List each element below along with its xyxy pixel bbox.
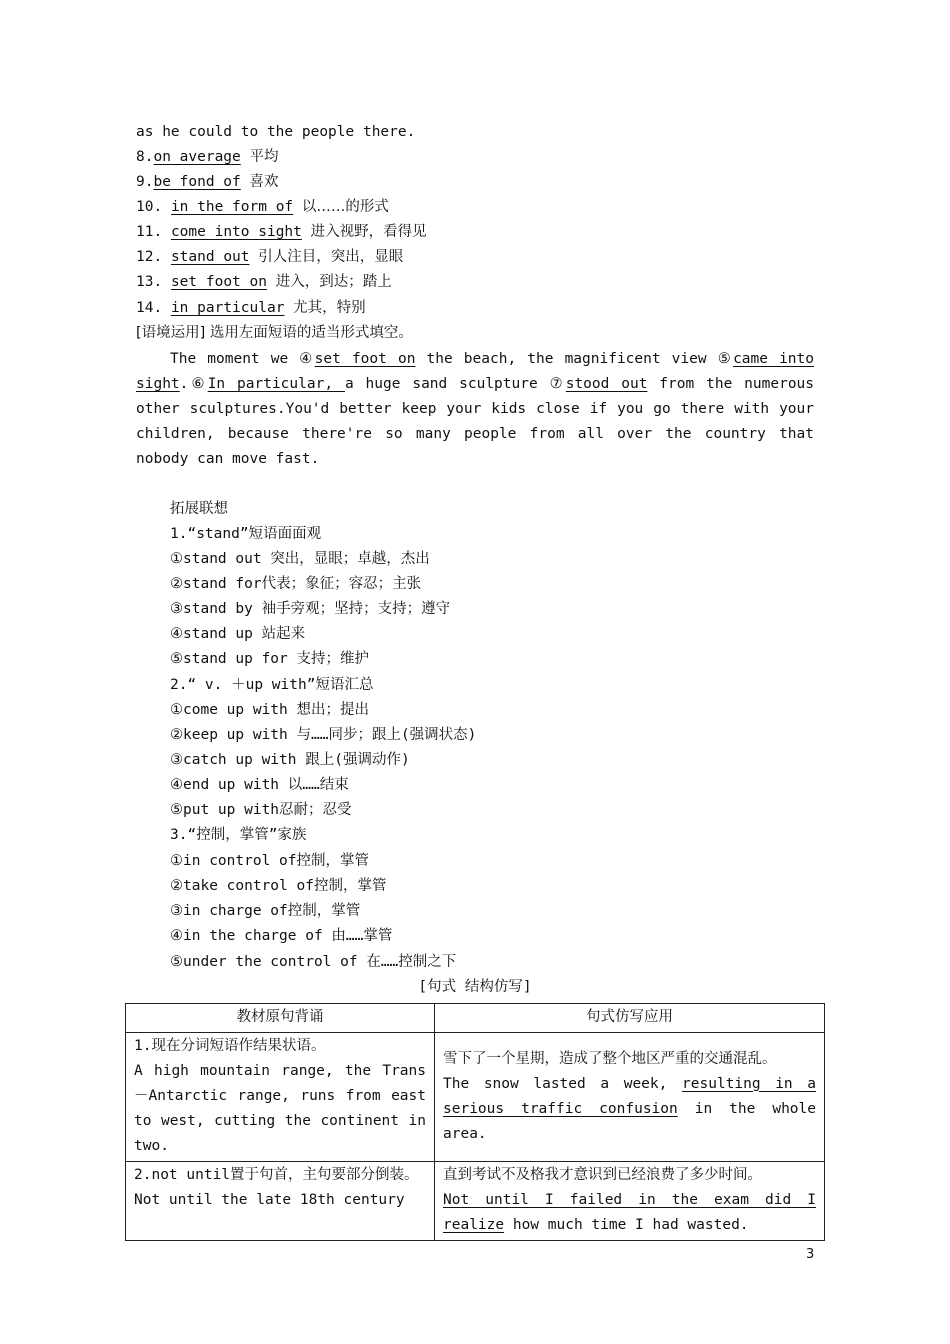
cell-example: A high mountain range, the Trans－Antarctic range, runs from east to west, cutting the continent in two. [134, 1063, 426, 1154]
group-item: ②take control of控制，掌管 [170, 878, 387, 894]
phrase-number: 8. [136, 149, 154, 165]
cell-answer-sentence: Not until I failed in the exam did I realize how much time I had wasted. [443, 1192, 816, 1233]
phrase-number: 9. [136, 174, 154, 190]
table-cell-original [126, 1033, 435, 1162]
table-header: 教材原句背诵 [126, 1004, 435, 1033]
table-header-row [126, 1004, 825, 1033]
group-item: ①in control of控制，掌管 [170, 853, 369, 869]
phrase-item [136, 220, 427, 245]
cell-title: 2.not until置于句首，主句要部分倒装。 [134, 1167, 419, 1183]
phrase-answer: on average [153, 149, 241, 165]
phrase-answer: come into sight [170, 224, 302, 240]
blank-answer: set foot on [314, 351, 416, 367]
phrase-number: 11. [136, 224, 163, 240]
phrase-meaning: 尤其，特别 [293, 300, 366, 316]
table-cell-imitation [435, 1162, 825, 1241]
phrase-item [136, 170, 279, 195]
phrase-meaning: 喜欢 [249, 174, 279, 190]
phrase-number: 12. [136, 249, 163, 265]
group-item: ⑤stand up for 支持；维护 [170, 651, 369, 667]
cell-title: 1.现在分词短语作结果状语。 [134, 1038, 326, 1054]
cell-chinese: 雪下了一个星期，造成了整个地区严重的交通混乱。 [443, 1050, 777, 1067]
blank-answer: stood out [565, 376, 648, 392]
table-header: 句式仿写应用 [435, 1004, 825, 1033]
phrase-item [136, 270, 392, 295]
phrase-answer: in the form of [170, 199, 294, 215]
phrase-meaning: 进入，到达；踏上 [275, 274, 392, 290]
blank-answer: resulting in a serious traffic confusion [443, 1075, 817, 1117]
blank-answer: In particular, [207, 376, 345, 392]
cell-example: Not until the late 18th century [134, 1192, 405, 1208]
table-cell-imitation [435, 1033, 825, 1162]
phrase-answer: stand out [170, 249, 250, 265]
phrase-answer: in particular [170, 300, 285, 316]
phrase-number: 13. [136, 274, 163, 290]
group-item: ①stand out 突出，显眼；卓越，杰出 [170, 551, 430, 567]
phrase-number: 14. [136, 300, 163, 316]
group-item: ②stand for代表；象征；容忍；主张 [170, 576, 422, 592]
blank-answer: came into sight [136, 351, 814, 392]
phrase-item [136, 195, 389, 220]
phrase-meaning: 引人注目，突出，显眼 [258, 249, 404, 265]
phrase-item [136, 245, 403, 270]
phrase-item [136, 296, 366, 321]
group-item: ②keep up with 与……同步；跟上(强调状态) [170, 727, 477, 743]
group-item: ⑤under the control of 在……控制之下 [170, 954, 457, 970]
phrase-answer: be fond of [153, 174, 241, 190]
sentence-table [125, 1003, 825, 1241]
group-title: 1.“stand”短语面面观 [170, 526, 322, 542]
section-title: [句式 结构仿写] [418, 979, 532, 995]
phrase-meaning: 以……的形式 [301, 199, 389, 215]
phrase-meaning: 进入视野，看得见 [310, 224, 427, 240]
phrase-meaning: 平均 [249, 149, 279, 165]
phrase-answer: set foot on [170, 274, 267, 290]
context-heading: [语境运用] 选用左面短语的适当形式填空。 [136, 325, 413, 341]
cell-answer-sentence: The snow lasted a week, resulting in a serious traffic confusion in the whole area. [443, 1075, 817, 1142]
cell-chinese: 直到考试不及格我才意识到已经浪费了多少时间。 [443, 1167, 762, 1183]
group-item: ④in the charge of 由……掌管 [170, 928, 393, 944]
context-passage: The moment we ④set foot on the beach, the magnificent view ⑤came into sight.⑥In particular, a huge sand sculpture ⑦stood out from the numerous other sculptures.You'd better keep your kids close if you go there with your children, because there're so many people from all over the country that nobody can move fast. [136, 351, 815, 467]
phrase-number: 10. [136, 199, 163, 215]
group-item: ③stand by 袖手旁观；坚持；支持；遵守 [170, 601, 451, 617]
table-row [126, 1162, 825, 1241]
group-item: ④end up with 以……结束 [170, 777, 349, 793]
group-item: ⑤put up with忍耐；忍受 [170, 802, 352, 818]
group-item: ④stand up 站起来 [170, 626, 306, 642]
page-number: 3 [806, 1247, 815, 1262]
group-title: 3.“控制，掌管”家族 [170, 827, 307, 843]
table-cell-original [126, 1162, 435, 1241]
group-item: ③catch up with 跟上(强调动作) [170, 752, 410, 768]
phrase-item [136, 145, 279, 170]
intro-line: as he could to the people there. [136, 124, 416, 140]
group-title: 2.“ v. ＋up with”短语汇总 [170, 677, 374, 693]
blank-answer: Not until I failed in the exam did I realize [443, 1192, 816, 1233]
group-item: ①come up with 想出；提出 [170, 702, 369, 718]
group-item: ③in charge of控制，掌管 [170, 903, 361, 919]
table-row [126, 1033, 825, 1162]
extension-title: 拓展联想 [170, 501, 228, 517]
